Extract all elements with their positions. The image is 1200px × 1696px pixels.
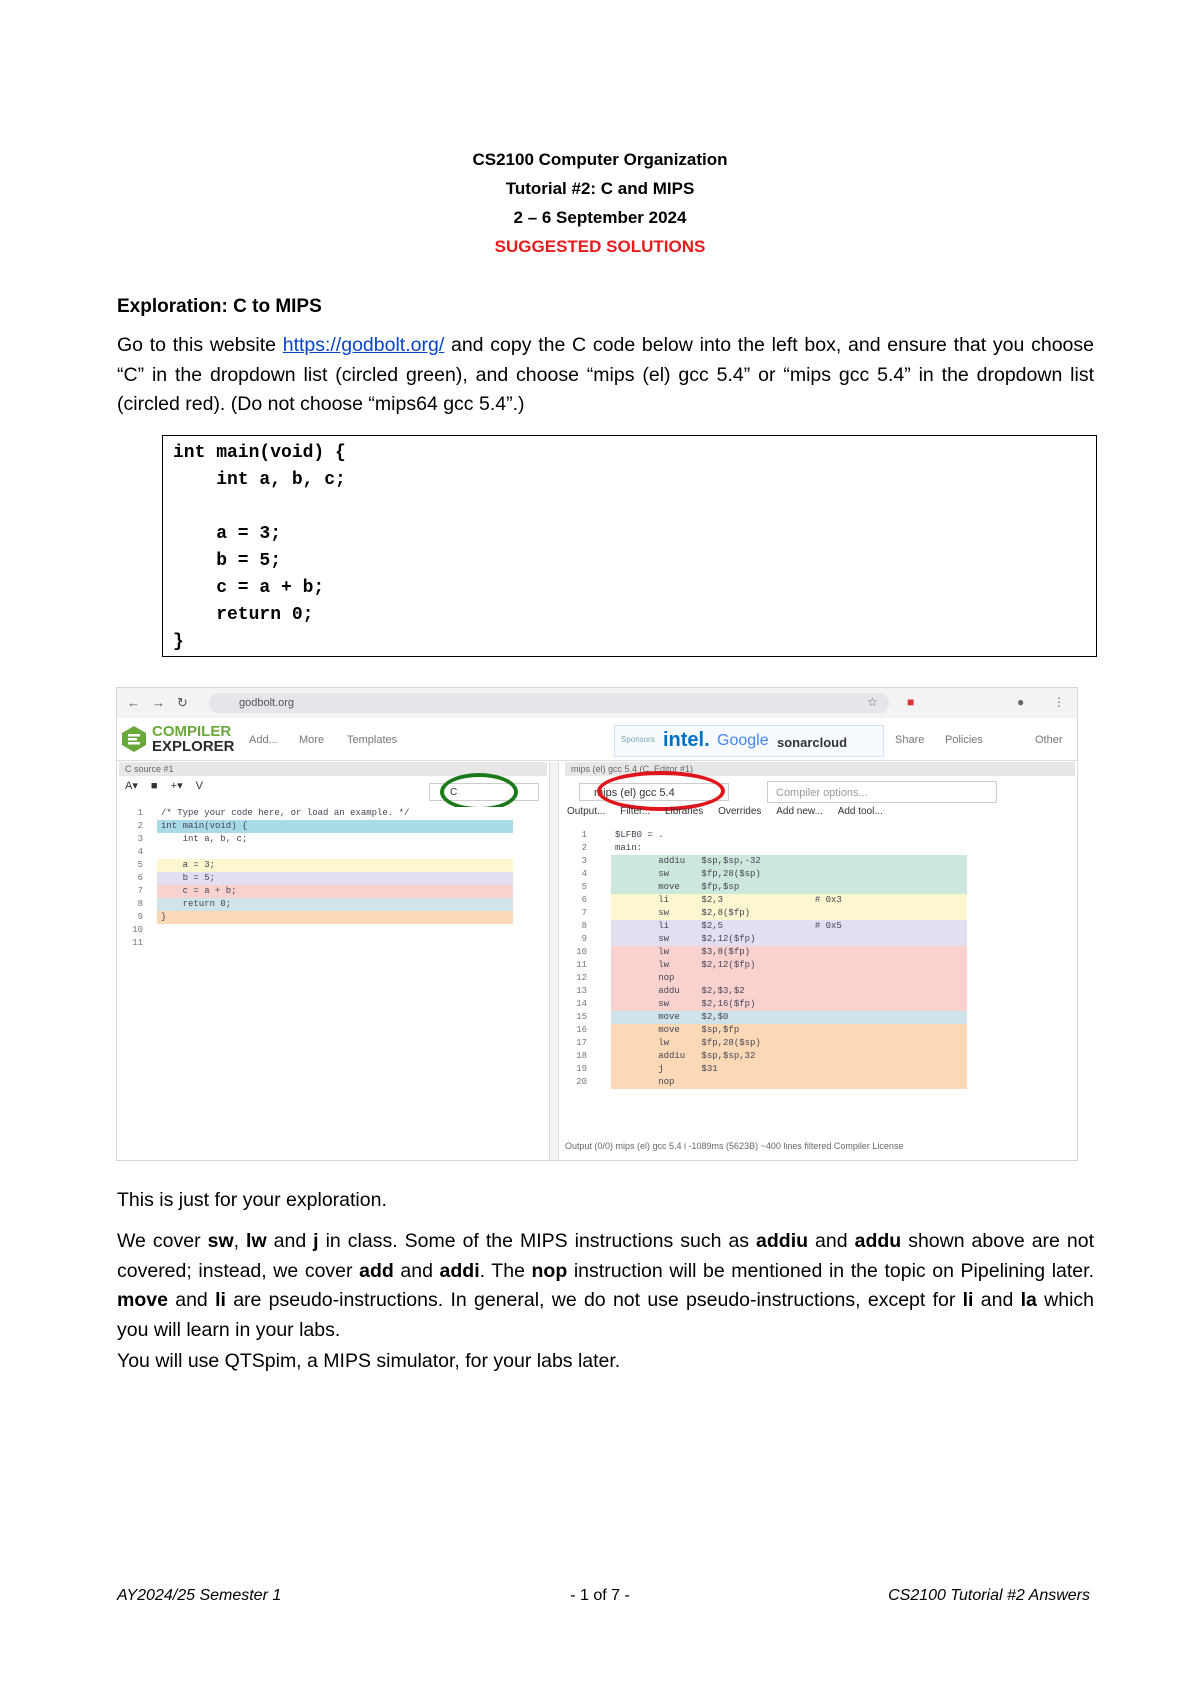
c-code: int main(void) { int a, b, c; a = 3; b = 5; c = a + b; return 0; }: [173, 443, 346, 652]
c-source-editor[interactable]: [117, 807, 547, 950]
logo-line-2: EXPLORER: [152, 738, 235, 755]
line-code: int main(void) {: [157, 820, 513, 833]
line-code: sw $fp,28($sp): [611, 868, 967, 881]
line-number: 17: [576, 1038, 587, 1048]
intro-text-b: and copy the C code below into the left box, and ensure that you choose “C” in the dropdown list (circled green), and choose “mips (el) gcc 5.4” or “mips gcc 5.4” in the dropdown list (circled red). (Do not choose “mips64 gcc 5.4”.): [117, 334, 1094, 415]
line-code: lw $2,12($fp): [611, 959, 967, 972]
line-code: main:: [611, 842, 967, 855]
asm-line: [565, 842, 985, 855]
browser-toolbar: [117, 688, 1077, 718]
line-number: 2: [137, 821, 143, 831]
sonarcloud-logo: sonarcloud: [777, 735, 848, 750]
save-icon[interactable]: ■: [150, 780, 158, 792]
intro-paragraph: [117, 331, 1094, 420]
source-line: [117, 820, 547, 833]
c-code-box: [162, 435, 1097, 657]
extension-icon[interactable]: ■: [907, 695, 915, 709]
source-line: [117, 833, 547, 846]
line-number: 3: [581, 856, 587, 866]
compiler-explorer-logo-icon: [120, 725, 148, 753]
line-code: lw $3,8($fp): [611, 946, 967, 959]
line-number: 5: [581, 882, 587, 892]
intel-logo: intel.: [663, 729, 710, 751]
line-number: 4: [581, 869, 587, 879]
red-circle-annotation: [597, 771, 725, 811]
line-code: /* Type your code here, or load an example. */: [157, 807, 513, 820]
line-number: 11: [576, 960, 587, 970]
asm-line: [565, 881, 985, 894]
line-code: }: [157, 911, 513, 924]
output-toolbar: [567, 806, 883, 830]
filter-menu[interactable]: Filter...: [620, 806, 651, 817]
source-line: [117, 846, 547, 859]
line-number: 6: [137, 873, 143, 883]
add-new-icon[interactable]: +▾: [170, 780, 183, 792]
libraries-menu[interactable]: Libraries: [664, 806, 704, 817]
source-line: [117, 872, 547, 885]
line-code: nop: [611, 972, 967, 985]
source-line: [117, 885, 547, 898]
pane-divider[interactable]: [549, 762, 559, 1160]
forward-icon[interactable]: →: [152, 695, 165, 710]
line-number: 2: [581, 843, 587, 853]
asm-line: [565, 1024, 985, 1037]
asm-line: [565, 907, 985, 920]
asm-line: [565, 855, 985, 868]
assembly-output: [565, 829, 985, 1089]
logo-line-1: COMPILER: [152, 723, 232, 740]
output-status-bar: Output (0/0) mips (el) gcc 5.4 i -1089ms (5623B) ~400 lines filtered Compiler License: [565, 1141, 904, 1151]
source-line: [117, 807, 547, 820]
line-code: c = a + b;: [157, 885, 513, 898]
text-segment: and: [808, 1230, 855, 1252]
line-code: int a, b, c;: [157, 833, 513, 846]
line-code: sw $2,16($fp): [611, 998, 967, 1011]
line-number: 10: [576, 947, 587, 957]
document-header: [0, 145, 1200, 261]
text-segment: in class. Some of the MIPS instructions such as: [318, 1230, 757, 1252]
google-logo: Google: [717, 732, 769, 749]
section-title: Exploration: C to MIPS: [117, 296, 322, 317]
line-code: b = 5;: [157, 872, 513, 885]
address-bar[interactable]: godbolt.org: [209, 693, 889, 713]
asm-line: [565, 1063, 985, 1076]
asm-line: [565, 933, 985, 946]
kebab-menu-icon[interactable]: ⋮: [1053, 695, 1065, 709]
back-icon[interactable]: ←: [127, 695, 140, 710]
source-line: [117, 911, 547, 924]
menu-more[interactable]: More: [299, 734, 325, 746]
green-circle-annotation: [440, 773, 518, 811]
asm-line: [565, 959, 985, 972]
asm-line: [565, 1011, 985, 1024]
asm-line: [565, 868, 985, 881]
instruction-keyword: addu: [854, 1230, 902, 1252]
line-code: move $2,$0: [611, 1011, 967, 1024]
menu-policies[interactable]: Policies: [945, 734, 983, 746]
bookmark-star-icon[interactable]: ☆: [867, 695, 878, 709]
source-line: [117, 937, 547, 950]
line-number: 9: [137, 912, 143, 922]
line-code: addu $2,$3,$2: [611, 985, 967, 998]
tutorial-title: Tutorial #2: C and MIPS: [505, 179, 695, 198]
intro-text-a: Go to this website: [117, 334, 283, 356]
line-number: 18: [576, 1051, 587, 1061]
instruction-keyword: add: [359, 1259, 394, 1282]
line-code: j $31: [611, 1063, 967, 1076]
source-line: [117, 859, 547, 872]
text-segment: and: [266, 1230, 314, 1252]
text-segment: and: [167, 1289, 216, 1311]
text-segment: which you will learn in your labs.: [117, 1289, 1094, 1341]
asm-line: [565, 985, 985, 998]
line-number: 12: [576, 973, 587, 983]
line-number: 15: [576, 1012, 587, 1022]
source-line: [117, 924, 547, 937]
instruction-keyword: nop: [531, 1259, 568, 1282]
line-number: 5: [137, 860, 143, 870]
solutions-label: SUGGESTED SOLUTIONS: [494, 237, 706, 256]
compiler-options-input[interactable]: Compiler options...: [767, 781, 997, 803]
line-number: 1: [137, 808, 143, 818]
line-number: 14: [576, 999, 587, 1009]
menu-other[interactable]: Other: [1035, 734, 1063, 746]
instruction-keyword: la: [1020, 1289, 1037, 1311]
instruction-keyword: addi: [439, 1259, 480, 1282]
line-code: $LFB0 = .: [611, 829, 967, 842]
line-code: move $fp,$sp: [611, 881, 967, 894]
overrides-menu[interactable]: Overrides: [718, 806, 762, 817]
line-code: sw $2,12($fp): [611, 933, 967, 946]
exploration-note: This is just for your exploration.: [117, 1189, 387, 1211]
asm-line: [565, 894, 985, 907]
line-number: 6: [581, 895, 587, 905]
reload-icon[interactable]: ↻: [177, 695, 188, 710]
line-code: return 0;: [157, 898, 513, 911]
instruction-keyword: j: [313, 1230, 319, 1252]
source-line: [117, 898, 547, 911]
qtspim-note: You will use QTSpim, a MIPS simulator, for your labs later.: [117, 1350, 621, 1372]
asm-line: [565, 920, 985, 933]
line-number: 20: [576, 1077, 587, 1087]
asm-line: [565, 829, 985, 842]
tab-c-source[interactable]: C source #1: [119, 762, 547, 776]
line-number: 1: [581, 830, 587, 840]
footer-right: CS2100 Tutorial #2 Answers: [888, 1587, 1090, 1604]
line-number: 4: [137, 847, 143, 857]
line-code: addiu $sp,$sp,32: [611, 1050, 967, 1063]
menu-add[interactable]: Add...: [249, 734, 278, 746]
text-segment: and: [393, 1259, 440, 1282]
menu-templates[interactable]: Templates: [347, 734, 398, 746]
course-title: CS2100 Computer Organization: [472, 150, 728, 169]
instruction-keyword: li: [215, 1289, 226, 1311]
text-segment: ,: [233, 1230, 247, 1252]
editor-toolbar: [125, 779, 203, 803]
text-segment: instruction will be mentioned in the topic on Pipelining later.: [567, 1259, 1094, 1282]
line-number: 16: [576, 1025, 587, 1035]
vim-icon[interactable]: V: [195, 780, 203, 792]
line-number: 11: [132, 938, 143, 948]
line-code: lw $fp,28($sp): [611, 1037, 967, 1050]
line-code: sw $2,8($fp): [611, 907, 967, 920]
text-segment: are pseudo-instructions. In general, we do not use pseudo-instructions, except for: [225, 1289, 963, 1311]
compiler-explorer-logo-text: [152, 724, 235, 754]
line-number: 10: [132, 925, 143, 935]
instruction-keyword: move: [117, 1289, 168, 1311]
footer-left: AY2024/25 Semester 1: [117, 1587, 282, 1604]
sponsor-label: Sponsors: [621, 735, 655, 744]
line-code: li $2,5 # 0x5: [611, 920, 967, 933]
line-number: 7: [137, 886, 143, 896]
line-number: 9: [581, 934, 587, 944]
line-code: addiu $sp,$sp,-32: [611, 855, 967, 868]
text-segment: and: [973, 1289, 1021, 1311]
line-code: a = 3;: [157, 859, 513, 872]
asm-line: [565, 946, 985, 959]
line-number: 13: [576, 986, 587, 996]
asm-line: [565, 972, 985, 985]
add-new-menu[interactable]: Add new...: [776, 806, 823, 817]
asm-line: [565, 1050, 985, 1063]
sponsors-banner[interactable]: [614, 725, 884, 757]
line-number: 19: [576, 1064, 587, 1074]
asm-line: [565, 998, 985, 1011]
output-menu[interactable]: Output...: [567, 806, 606, 817]
line-code: move $sp,$fp: [611, 1024, 967, 1037]
tutorial-date: 2 – 6 September 2024: [513, 208, 687, 227]
add-tool-menu[interactable]: Add tool...: [837, 806, 883, 817]
text-segment: . The: [479, 1259, 532, 1282]
compiler-dropdown[interactable]: mips (el) gcc 5.4: [579, 783, 729, 801]
menu-share[interactable]: Share: [895, 734, 925, 746]
text-segment: shown above are not covered; instead, we cover: [117, 1230, 1094, 1282]
compiler-explorer-screenshot: [116, 687, 1078, 1161]
line-number: 7: [581, 908, 587, 918]
tab-mips-output[interactable]: mips (el) gcc 5.4 (C, Editor #1): [565, 762, 1075, 776]
language-dropdown[interactable]: C: [429, 783, 539, 801]
line-number: 3: [137, 834, 143, 844]
instruction-keyword: addiu: [756, 1230, 809, 1252]
line-code: nop: [611, 1076, 967, 1089]
compiler-explorer-header: [117, 720, 1077, 761]
instruction-keyword: lw: [246, 1230, 267, 1252]
font-size-icon[interactable]: A▾: [125, 780, 138, 792]
godbolt-link[interactable]: https://godbolt.org/: [282, 334, 445, 356]
line-code: li $2,3 # 0x3: [611, 894, 967, 907]
line-number: 8: [581, 921, 587, 931]
asm-line: [565, 1037, 985, 1050]
asm-line: [565, 1076, 985, 1089]
coverage-paragraph: [117, 1227, 1094, 1345]
instruction-keyword: sw: [207, 1230, 234, 1252]
line-number: 8: [137, 899, 143, 909]
text-segment: We cover: [117, 1230, 208, 1252]
instruction-keyword: li: [962, 1289, 974, 1311]
page-number: - 1 of 7 -: [570, 1587, 630, 1604]
profile-icon[interactable]: ●: [1017, 695, 1025, 709]
